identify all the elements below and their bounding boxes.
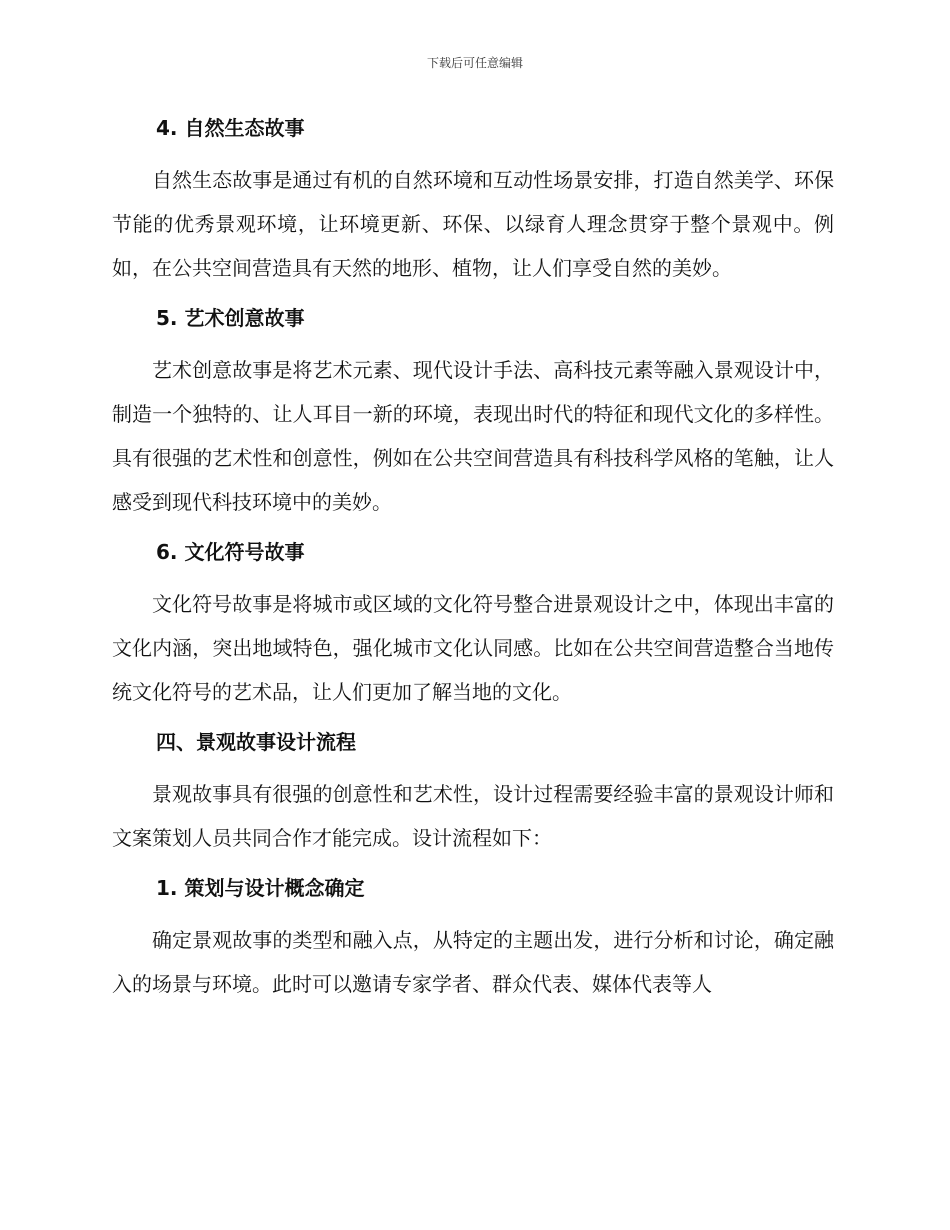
section-paragraph-natural-ecology: 自然生态故事是通过有机的自然环境和互动性场景安排，打造自然美学、环保节能的优秀景观环境，让环境更新、环保、以绿育人理念贯穿于整个景观中。例如，在公共空间营造具有天然的地形、植物，让人们享受自然的美妙。 <box>112 168 834 280</box>
section-paragraph-cultural-symbol: 文化符号故事是将城市或区域的文化符号整合进景观设计之中，体现出丰富的文化内涵，突出地域特色，强化城市文化认同感。比如在公共空间营造整合当地传统文化符号的艺术品，让人们更加了解当地的文化。 <box>112 592 834 704</box>
document-body <box>112 112 834 1006</box>
section-heading-natural-ecology: 4. 自然生态故事 <box>156 116 305 140</box>
page-header: 下载后可任意编辑 <box>426 56 523 70</box>
section-heading-design-process: 四、景观故事设计流程 <box>156 730 356 754</box>
section-heading-planning-concept: 1. 策划与设计概念确定 <box>156 876 365 900</box>
section-heading-art-creative: 5. 艺术创意故事 <box>156 306 305 330</box>
section-paragraph-planning-concept: 确定景观故事的类型和融入点，从特定的主题出发，进行分析和讨论，确定融入的场景与环境。此时可以邀请专家学者、群众代表、媒体代表等人 <box>112 928 834 996</box>
section-paragraph-design-process: 景观故事具有很强的创意性和艺术性，设计过程需要经验丰富的景观设计师和文案策划人员共同合作才能完成。设计流程如下： <box>112 782 834 850</box>
section-heading-cultural-symbol: 6. 文化符号故事 <box>156 540 305 564</box>
section-paragraph-art-creative: 艺术创意故事是将艺术元素、现代设计手法、高科技元素等融入景观设计中，制造一个独特的、让人耳目一新的环境，表现出时代的特征和现代文化的多样性。具有很强的艺术性和创意性，例如在公共空间营造具有科技科学风格的笔触，让人感受到现代科技环境中的美妙。 <box>112 358 834 514</box>
